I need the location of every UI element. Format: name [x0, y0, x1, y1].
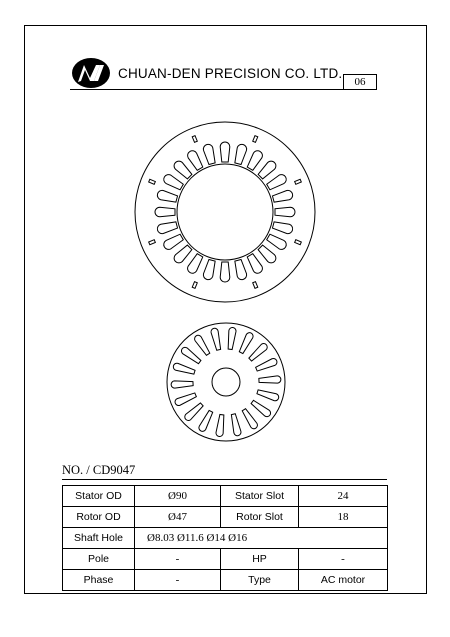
rotor-slot: [216, 414, 224, 436]
rotor-slot: [249, 344, 267, 361]
spec-label: Phase: [63, 570, 135, 591]
spec-value: AC motor: [299, 570, 388, 591]
page-number: 06: [343, 74, 377, 90]
stator-slot: [188, 254, 203, 274]
rotor-slot: [175, 393, 196, 406]
stator-slot: [174, 245, 192, 263]
stator-slot: [188, 151, 203, 171]
stator-slot: [267, 175, 287, 190]
stator-slot: [174, 161, 192, 179]
spec-value: Ø8.03 Ø11.6 Ø14 Ø16: [135, 528, 388, 549]
spec-value: -: [299, 549, 388, 570]
rotor-outer-edge: [167, 323, 285, 441]
stator-outer-edge: [135, 122, 315, 302]
stator-slot: [155, 207, 175, 217]
rotor-slot: [211, 328, 221, 350]
stator-slot: [275, 207, 295, 217]
rotor-slot: [185, 403, 203, 420]
stator-slot: [258, 161, 276, 179]
company-name: CHUAN-DEN PRECISION CO. LTD.: [118, 66, 343, 81]
stator-slot: [220, 142, 230, 162]
rotor-slot: [173, 363, 195, 374]
stator-slot: [258, 245, 276, 263]
spec-label: Stator OD: [63, 486, 135, 507]
table-row: [63, 570, 388, 591]
stator-slots: [155, 142, 295, 282]
model-rule: [62, 479, 387, 480]
rotor-slot: [195, 335, 210, 355]
rotor-slot: [251, 400, 270, 416]
table-row: [63, 486, 388, 507]
spec-value: 24: [299, 486, 388, 507]
rotor-slot: [257, 390, 279, 401]
stator-notch: [295, 240, 302, 245]
stator-notch: [192, 282, 197, 289]
spec-label: Rotor OD: [63, 507, 135, 528]
rotor-slot: [181, 347, 200, 363]
spec-label: HP: [221, 549, 299, 570]
stator-slot: [272, 190, 292, 202]
table-row: [63, 528, 388, 549]
stator-slot: [203, 259, 215, 279]
stator-slot: [164, 234, 184, 249]
rotor-slot: [256, 358, 277, 371]
rotor-slot: [228, 328, 236, 350]
spec-value: Ø90: [135, 486, 221, 507]
spec-value: Ø47: [135, 507, 221, 528]
spec-value: -: [135, 549, 221, 570]
stator-notch: [192, 136, 197, 143]
stator-notch: [253, 136, 258, 143]
rotor-lamination: [167, 323, 285, 441]
stator-slot: [220, 262, 230, 282]
stator-notch: [149, 179, 156, 184]
table-row: [63, 507, 388, 528]
table-row: [63, 549, 388, 570]
rotor-slot: [242, 409, 257, 429]
spec-table: [62, 485, 388, 591]
stator-slot: [247, 151, 262, 171]
spec-value: -: [135, 570, 221, 591]
stator-slot: [157, 222, 177, 234]
stator-slot: [247, 254, 262, 274]
stator-slot: [267, 234, 287, 249]
rotor-slot: [199, 410, 213, 431]
stator-slot: [157, 190, 177, 202]
spec-label: Type: [221, 570, 299, 591]
rotor-slot: [231, 414, 241, 436]
spec-label: Pole: [63, 549, 135, 570]
stator-notches: [149, 136, 302, 289]
rotor-slots: [171, 328, 281, 437]
stator-bore: [177, 164, 273, 260]
stator-notch: [149, 240, 156, 245]
rotor-slot: [239, 333, 253, 354]
spec-label: Stator Slot: [221, 486, 299, 507]
shaft-hole: [212, 368, 240, 396]
stator-slot: [235, 259, 247, 279]
stator-notch: [295, 179, 302, 184]
stator-lamination: [135, 122, 315, 302]
stator-slot: [272, 222, 292, 234]
spec-value: 18: [299, 507, 388, 528]
rotor-slot: [171, 381, 193, 388]
spec-label: Rotor Slot: [221, 507, 299, 528]
stator-slot: [164, 175, 184, 190]
stator-notch: [253, 282, 258, 289]
stator-slot: [203, 144, 215, 164]
rotor-slot: [259, 376, 281, 383]
spec-label: Shaft Hole: [63, 528, 135, 549]
stator-slot: [235, 144, 247, 164]
model-number: NO. / CD9047: [62, 463, 136, 477]
